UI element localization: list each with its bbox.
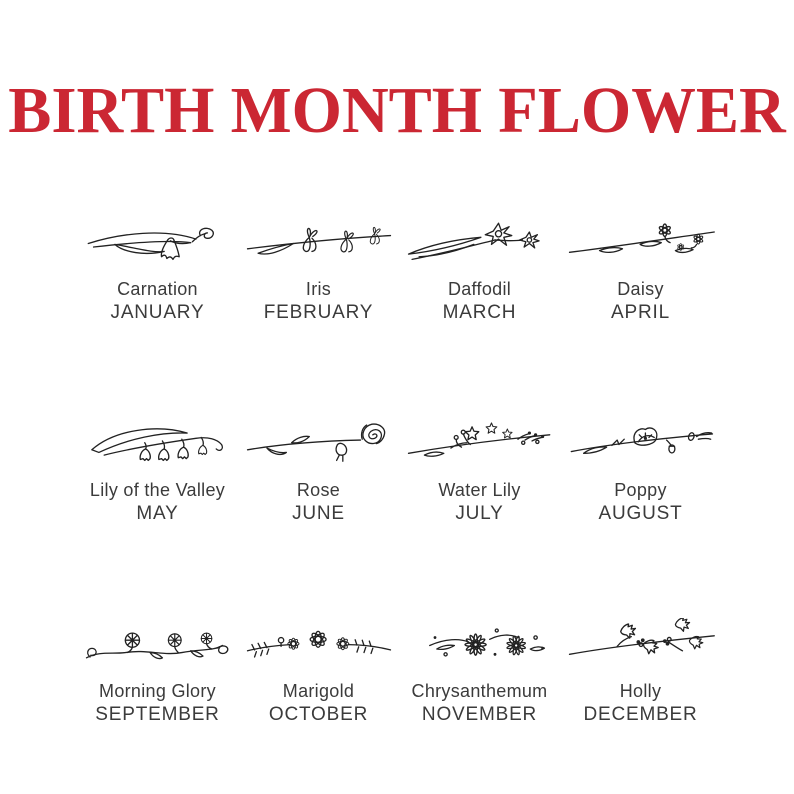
month-name: JANUARY bbox=[110, 302, 205, 323]
month-name: MARCH bbox=[442, 302, 517, 323]
carnation-icon bbox=[77, 212, 238, 274]
morning-glory-illustration bbox=[83, 618, 233, 673]
morning-glory-icon bbox=[77, 614, 238, 676]
month-name: JUNE bbox=[292, 503, 345, 524]
marigold-illustration bbox=[244, 618, 394, 673]
flower-card-august bbox=[560, 413, 721, 526]
flower-name: Morning Glory bbox=[99, 681, 216, 701]
flower-card-april bbox=[560, 212, 721, 325]
flower-name: Rose bbox=[296, 480, 341, 500]
month-name: DECEMBER bbox=[583, 704, 698, 725]
month-name: APRIL bbox=[611, 302, 670, 323]
holly-illustration bbox=[566, 618, 716, 673]
flower-name: Chrysanthemum bbox=[411, 681, 548, 701]
daffodil-illustration bbox=[405, 216, 555, 271]
page-title: BIRTH MONTH FLOWER bbox=[8, 74, 786, 147]
flower-card-january bbox=[77, 212, 238, 325]
water-lily-icon bbox=[399, 413, 560, 475]
month-name: MAY bbox=[136, 503, 179, 524]
month-name: JULY bbox=[455, 503, 504, 524]
daffodil-icon bbox=[399, 212, 560, 274]
flower-card-november bbox=[399, 614, 560, 727]
holly-icon bbox=[560, 614, 721, 676]
month-name: SEPTEMBER bbox=[95, 704, 220, 725]
poppy-icon bbox=[560, 413, 721, 475]
rose-icon bbox=[238, 413, 399, 475]
flower-name: Marigold bbox=[282, 681, 355, 701]
iris-illustration bbox=[244, 216, 394, 271]
iris-icon bbox=[238, 212, 399, 274]
daisy-illustration bbox=[566, 216, 716, 271]
flower-card-february bbox=[238, 212, 399, 325]
flower-card-june bbox=[238, 413, 399, 526]
marigold-icon bbox=[238, 614, 399, 676]
flower-card-may bbox=[77, 413, 238, 526]
poppy-illustration bbox=[566, 417, 716, 472]
flower-card-december bbox=[560, 614, 721, 727]
water-lily-illustration bbox=[405, 417, 555, 472]
flower-name: Poppy bbox=[614, 480, 667, 500]
flower-card-september bbox=[77, 614, 238, 727]
lily-of-the-valley-illustration bbox=[83, 417, 233, 472]
month-name: NOVEMBER bbox=[421, 704, 538, 725]
flower-name: Lily of the Valley bbox=[89, 480, 226, 500]
flower-name: Iris bbox=[305, 279, 332, 299]
month-name: OCTOBER bbox=[268, 704, 369, 725]
flower-name: Holly bbox=[619, 681, 662, 701]
month-name: FEBRUARY bbox=[263, 302, 374, 323]
rose-illustration bbox=[244, 417, 394, 472]
flower-name: Daisy bbox=[617, 279, 664, 299]
flower-name: Water Lily bbox=[438, 480, 521, 500]
chrysanthemum-icon bbox=[399, 614, 560, 676]
carnation-illustration bbox=[83, 216, 233, 271]
daisy-icon bbox=[560, 212, 721, 274]
month-name: AUGUST bbox=[598, 503, 683, 524]
flower-card-march bbox=[399, 212, 560, 325]
flower-grid bbox=[77, 212, 721, 727]
lily-of-the-valley-icon bbox=[77, 413, 238, 475]
chrysanthemum-illustration bbox=[405, 618, 555, 673]
flower-card-july bbox=[399, 413, 560, 526]
flower-name: Daffodil bbox=[447, 279, 512, 299]
flower-name: Carnation bbox=[117, 279, 198, 299]
flower-card-october bbox=[238, 614, 399, 727]
